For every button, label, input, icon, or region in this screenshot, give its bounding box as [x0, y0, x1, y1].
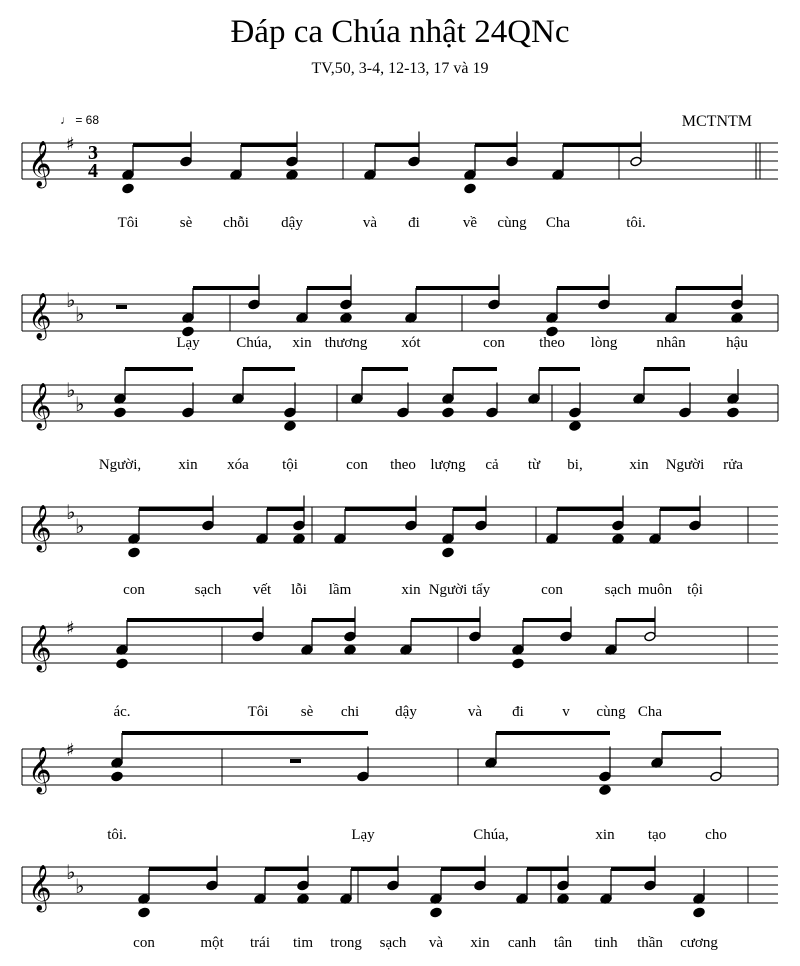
- treble-clef-icon: 𝄞: [28, 747, 52, 793]
- lyric-syllable: Cha: [545, 215, 571, 231]
- note-head: [297, 880, 309, 891]
- note-head: [111, 771, 123, 782]
- note-head: [405, 520, 417, 531]
- note-head: [138, 907, 150, 918]
- note-head: [599, 785, 611, 796]
- sharp-icon: ♯: [66, 618, 75, 639]
- lyric-syllable: bi,: [567, 457, 583, 473]
- lyric-syllable: và: [467, 704, 483, 720]
- note-head: [202, 520, 214, 531]
- flat-icon: ♭: [66, 378, 76, 402]
- note-head: [569, 407, 581, 418]
- lyric-syllable: sạch: [379, 935, 407, 951]
- note-head: [488, 299, 500, 310]
- lyric-syllable: đi: [408, 215, 420, 231]
- lyric-syllable: từ: [527, 457, 541, 473]
- lyric-syllable: chi: [340, 704, 360, 720]
- flat-icon: ♭: [75, 392, 85, 416]
- note-head: [293, 520, 305, 531]
- note-head: [397, 407, 409, 418]
- lyric-syllable: một: [200, 935, 224, 951]
- time-signature-top: 3: [88, 142, 98, 164]
- lyric-syllable: canh: [507, 935, 537, 951]
- time-signature-bottom: 4: [88, 160, 98, 182]
- lyric-syllable: xóa: [227, 457, 249, 473]
- flat-icon: ♭: [75, 874, 85, 898]
- lyric-syllable: Cha: [637, 704, 663, 720]
- lyric-syllable: v: [562, 704, 570, 720]
- lyric-syllable: sè: [179, 215, 193, 231]
- lyric-syllable: lỗi: [291, 582, 307, 598]
- lyric-syllable: cả: [485, 457, 499, 473]
- note-head: [284, 407, 296, 418]
- note-head: [387, 880, 399, 891]
- note-head: [512, 658, 524, 669]
- lyric-syllable: và: [428, 935, 444, 951]
- psalm-reference: TV,50, 3-4, 12-13, 17 và 19: [311, 60, 489, 77]
- composer-credit: MCTNTM: [681, 113, 752, 130]
- note-head: [442, 407, 454, 418]
- flat-icon: ♭: [66, 500, 76, 524]
- flat-icon: ♭: [66, 288, 76, 312]
- lyric-syllable: và: [362, 215, 378, 231]
- lyric-syllable: tạo: [647, 827, 667, 843]
- note-head: [599, 771, 611, 782]
- half-rest-icon: [116, 305, 127, 309]
- note-head: [475, 520, 487, 531]
- lyric-syllable: dậy: [395, 704, 417, 720]
- note-head: [408, 156, 420, 167]
- lyric-syllable: chỗi: [223, 215, 249, 231]
- note-head: [430, 907, 442, 918]
- lyric-syllable: Chúa,: [236, 335, 272, 351]
- note-head: [679, 407, 691, 418]
- lyric-syllable: Người: [428, 582, 468, 598]
- lyric-syllable: đi: [512, 704, 524, 720]
- lyric-syllable: về: [462, 215, 478, 231]
- lyric-syllable: Người: [665, 457, 705, 473]
- lyric-syllable: thương: [324, 335, 368, 351]
- note-head: [506, 156, 518, 167]
- lyric-syllable: sè: [300, 704, 314, 720]
- quarter-note-icon: ♩: [60, 113, 72, 127]
- treble-clef-icon: 𝄞: [28, 865, 52, 911]
- sharp-icon: ♯: [66, 134, 75, 155]
- lyric-syllable: tội: [687, 582, 703, 598]
- lyric-syllable: xin: [178, 457, 198, 473]
- note-head: [630, 156, 642, 167]
- note-head: [442, 547, 454, 558]
- lyric-syllable: cùng: [497, 215, 527, 231]
- lyric-syllable: xin: [470, 935, 490, 951]
- lyric-syllable: con: [346, 457, 368, 473]
- note-head: [116, 658, 128, 669]
- lyric-syllable: Tôi: [247, 704, 269, 720]
- lyric-syllable: trái: [250, 935, 270, 951]
- tempo-value: = 68: [75, 113, 100, 127]
- lyric-syllable: rửa: [723, 457, 743, 473]
- treble-clef-icon: 𝄞: [28, 383, 52, 429]
- note-head: [357, 771, 369, 782]
- lyric-syllable: tinh: [594, 935, 618, 951]
- flat-icon: ♭: [75, 514, 85, 538]
- lyric-syllable: dậy: [281, 215, 303, 231]
- flat-icon: ♭: [66, 860, 76, 884]
- note-head: [206, 880, 218, 891]
- lyric-syllable: lòng: [590, 335, 618, 351]
- lyric-syllable: Người,: [98, 457, 142, 473]
- note-head: [122, 183, 134, 194]
- lyric-syllable: nhân: [656, 335, 686, 351]
- lyric-syllable: con: [133, 935, 155, 951]
- note-head: [286, 156, 298, 167]
- lyric-syllable: Lạy: [351, 827, 375, 843]
- note-head: [689, 520, 701, 531]
- lyric-syllable: cương: [680, 935, 718, 951]
- lyric-syllable: lượng: [430, 457, 466, 473]
- lyric-syllable: ác.: [113, 704, 131, 720]
- note-head: [693, 907, 705, 918]
- note-head: [731, 299, 743, 310]
- song-title: Đáp ca Chúa nhật 24QNc: [230, 14, 570, 50]
- lyric-syllable: tôi.: [107, 827, 127, 843]
- note-head: [560, 631, 572, 642]
- lyric-syllable: cùng: [596, 704, 626, 720]
- lyric-syllable: sạch: [194, 582, 222, 598]
- lyric-syllable: trong: [330, 935, 362, 951]
- note-head: [344, 631, 356, 642]
- note-head: [469, 631, 481, 642]
- note-head: [727, 407, 739, 418]
- lyric-syllable: tim: [292, 935, 314, 951]
- lyric-syllable: tân: [553, 935, 573, 951]
- sharp-icon: ♯: [66, 740, 75, 761]
- lyric-syllable: con: [123, 582, 145, 598]
- lyric-syllable: Tôi: [117, 215, 139, 231]
- note-head: [710, 771, 722, 782]
- note-head: [557, 880, 569, 891]
- lyric-syllable: vết: [252, 582, 272, 598]
- note-head: [284, 421, 296, 432]
- lyric-syllable: lầm: [328, 582, 352, 598]
- lyric-syllable: tôi.: [626, 215, 646, 231]
- lyric-syllable: Lạy: [176, 335, 200, 351]
- lyric-syllable: hậu: [726, 335, 748, 351]
- note-head: [340, 299, 352, 310]
- lyric-syllable: muôn: [637, 582, 673, 598]
- note-head: [644, 631, 656, 642]
- note-head: [182, 407, 194, 418]
- note-head: [248, 299, 260, 310]
- note-head: [612, 520, 624, 531]
- treble-clef-icon: 𝄞: [28, 141, 52, 187]
- note-head: [598, 299, 610, 310]
- treble-clef-icon: 𝄞: [28, 505, 52, 551]
- lyric-syllable: cho: [705, 827, 727, 843]
- lyric-syllable: thần: [637, 935, 663, 951]
- note-head: [180, 156, 192, 167]
- lyric-syllable: sạch: [604, 582, 632, 598]
- note-head: [252, 631, 264, 642]
- half-rest-icon: [290, 759, 301, 763]
- note-head: [114, 407, 126, 418]
- note-head: [644, 880, 656, 891]
- lyric-syllable: theo: [539, 335, 565, 351]
- lyric-syllable: xin: [401, 582, 421, 598]
- lyric-syllable: Chúa,: [473, 827, 509, 843]
- note-head: [486, 407, 498, 418]
- lyric-syllable: xót: [401, 335, 421, 351]
- lyric-syllable: tẩy: [471, 582, 491, 598]
- lyric-syllable: theo: [390, 457, 416, 473]
- flat-icon: ♭: [75, 302, 85, 326]
- treble-clef-icon: 𝄞: [28, 293, 52, 339]
- note-head: [569, 421, 581, 432]
- note-head: [464, 183, 476, 194]
- lyric-syllable: con: [541, 582, 563, 598]
- lyric-syllable: tội: [282, 457, 298, 473]
- lyric-syllable: xin: [595, 827, 615, 843]
- treble-clef-icon: 𝄞: [28, 625, 52, 671]
- lyric-syllable: xin: [629, 457, 649, 473]
- note-head: [474, 880, 486, 891]
- lyric-syllable: xin: [292, 335, 312, 351]
- note-head: [128, 547, 140, 558]
- lyric-syllable: con: [483, 335, 505, 351]
